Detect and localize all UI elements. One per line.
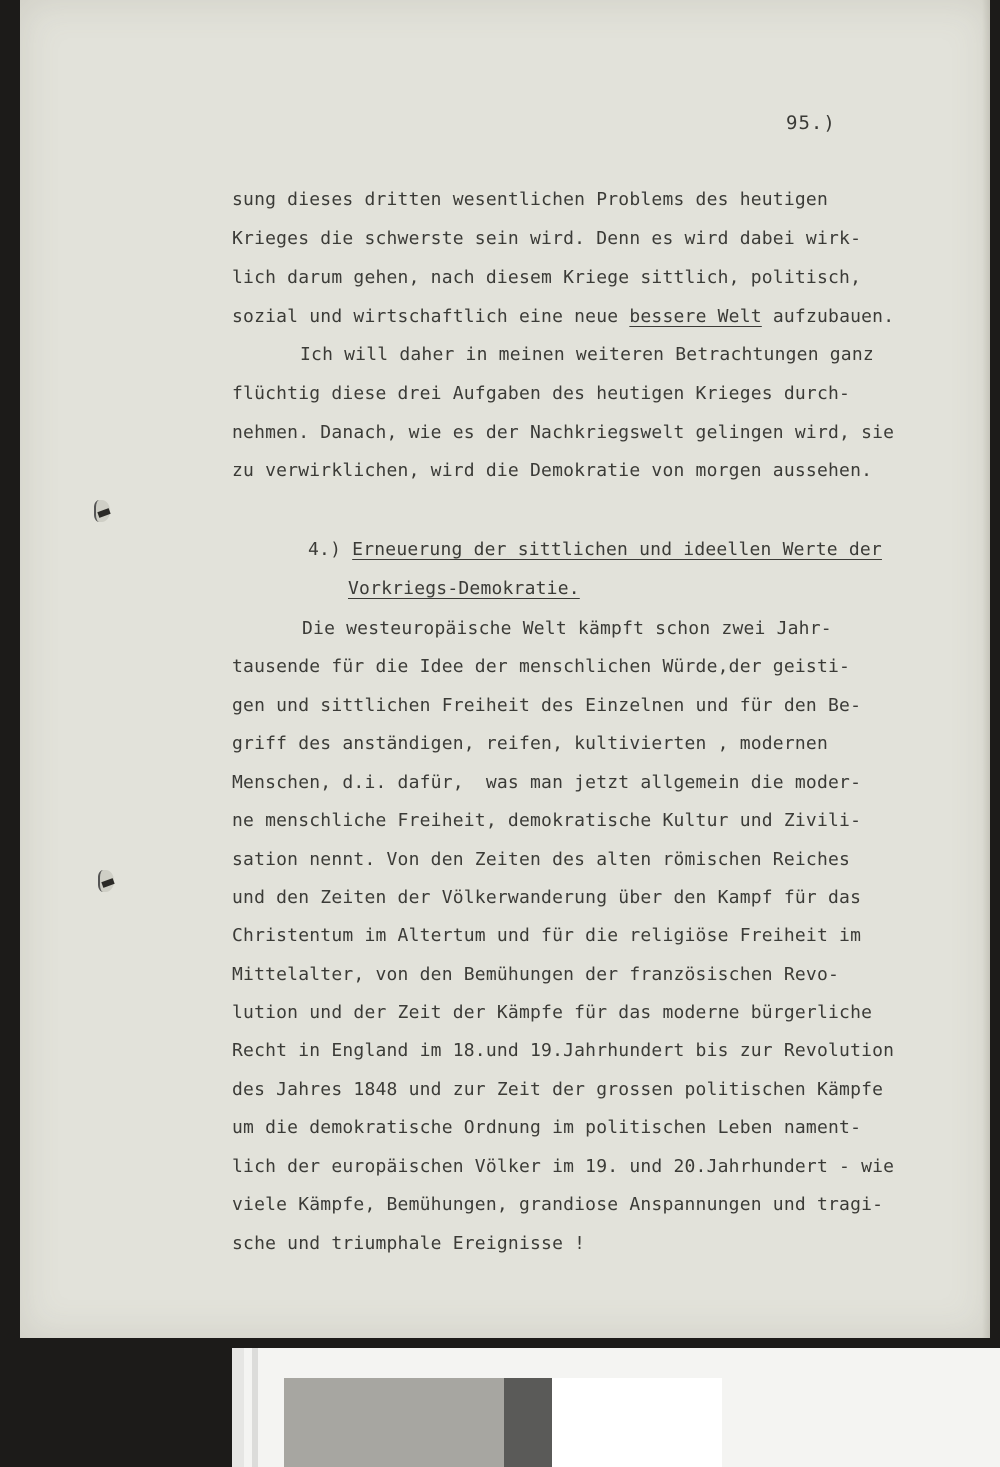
section-heading-line-2: Vorkriegs-Demokratie.	[348, 578, 580, 599]
document-page	[20, 0, 990, 1338]
text-line: sation nennt. Von den Zeiten des alten römischen Reiches	[232, 849, 851, 870]
text-line: Recht in England im 18.und 19.Jahrhundert bis zur Revolution	[232, 1040, 895, 1061]
text-line: sung dieses dritten wesentlichen Problems des heutigen	[232, 189, 828, 210]
scan-calibration-strip	[232, 1348, 1000, 1467]
text-line: und den Zeiten der Völkerwanderung über den Kampf für das	[232, 887, 862, 908]
strip-bar	[252, 1348, 258, 1467]
text-line: Mittelalter, von den Bemühungen der französischen Revo-	[232, 964, 840, 985]
text-line: lich darum gehen, nach diesem Kriege sittlich, politisch,	[232, 267, 862, 288]
text-line: Menschen, d.i. dafür, was man jetzt allgemein die moder-	[232, 772, 862, 793]
text-segment: sozial und wirtschaftlich eine neue	[232, 306, 619, 327]
punch-hole-mark	[98, 870, 114, 892]
text-line: um die demokratische Ordnung im politischen Leben nament-	[232, 1117, 862, 1138]
white-patch	[552, 1378, 722, 1467]
text-line: des Jahres 1848 und zur Zeit der grossen politischen Kämpfe	[232, 1079, 884, 1100]
section-number: 4.)	[308, 539, 342, 560]
text-line: Die westeuropäische Welt kämpft schon zwei Jahr-	[302, 618, 832, 639]
dark-gray-patch	[504, 1378, 552, 1467]
text-line: tausende für die Idee der menschlichen Würde,der geisti-	[232, 656, 851, 677]
text-line: gen und sittlichen Freiheit des Einzelnen und für den Be-	[232, 695, 862, 716]
text-line: Ich will daher in meinen weiteren Betrachtungen ganz	[300, 344, 874, 365]
strip-bar	[232, 1348, 244, 1467]
emphasis-underlined: bessere Welt	[629, 306, 762, 327]
text-line: griff des anständigen, reifen, kultivierten , modernen	[232, 733, 828, 754]
text-line: nehmen. Danach, wie es der Nachkriegswelt gelingen wird, sie	[232, 422, 895, 443]
punch-hole-mark	[94, 500, 110, 522]
section-title: Erneuerung der sittlichen und ideellen Werte der	[352, 539, 882, 560]
page-number: 95.)	[786, 112, 836, 134]
text-line	[232, 307, 894, 327]
gray-patch	[284, 1378, 504, 1467]
text-line: flüchtig diese drei Aufgaben des heutigen Krieges durch-	[232, 383, 851, 404]
text-line: sche und triumphale Ereignisse !	[232, 1233, 586, 1254]
text-line: lich der europäischen Völker im 19. und 20.Jahrhundert - wie	[232, 1156, 895, 1177]
text-line: Christentum im Altertum und für die religiöse Freiheit im	[232, 925, 862, 946]
text-line: lution und der Zeit der Kämpfe für das moderne bürgerliche	[232, 1002, 873, 1023]
text-line: ne menschliche Freiheit, demokratische Kultur und Zivili-	[232, 810, 862, 831]
paper-edge-shadow	[982, 0, 990, 1338]
section-heading-line-1	[308, 540, 882, 560]
text-line: Krieges die schwerste sein wird. Denn es wird dabei wirk-	[232, 228, 862, 249]
text-line: viele Kämpfe, Bemühungen, grandiose Anspannungen und tragi-	[232, 1194, 884, 1215]
text-line: zu verwirklichen, wird die Demokratie von morgen aussehen.	[232, 460, 873, 481]
text-segment: aufzubauen.	[772, 306, 895, 327]
